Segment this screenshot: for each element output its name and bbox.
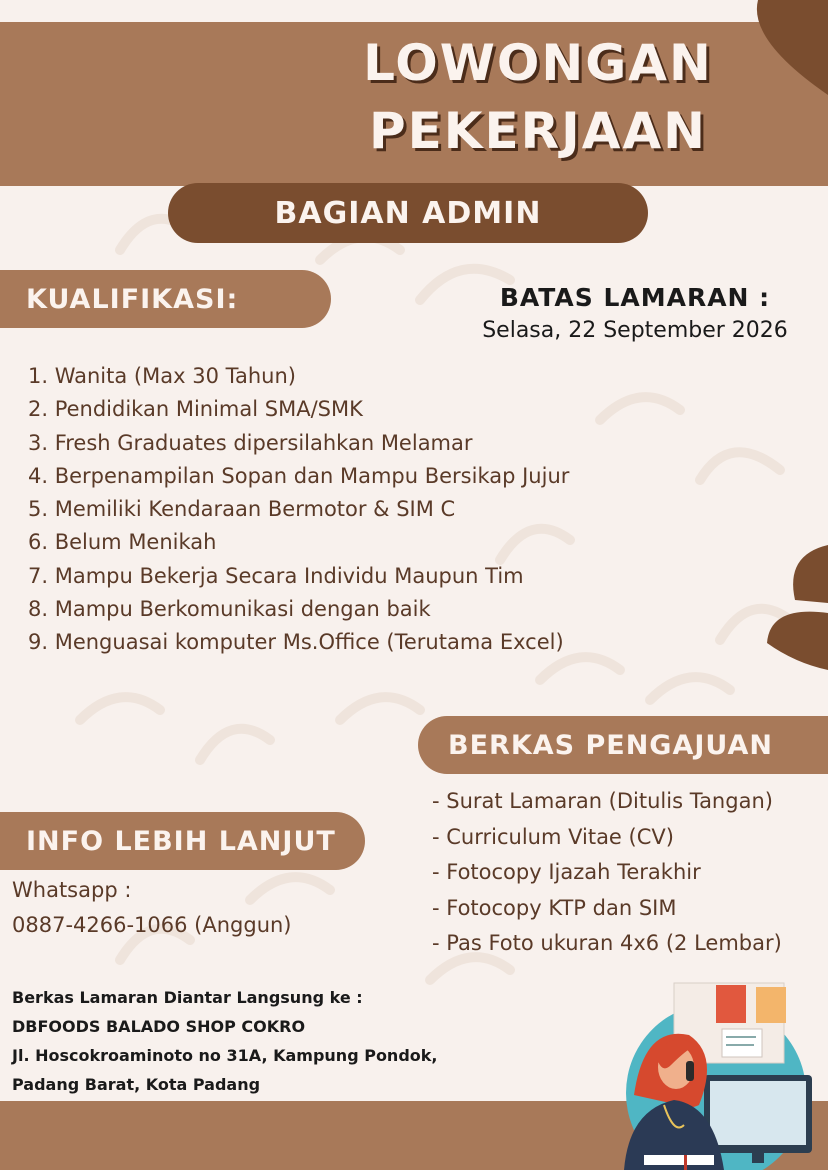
woman-on-phone-illustration [604, 975, 828, 1170]
list-item: - Fotocopy Ijazah Terakhir [432, 860, 701, 884]
whatsapp-label: Whatsapp : [12, 878, 132, 902]
whatsapp-number[interactable]: 0887-4266-1066 (Anggun) [12, 913, 292, 937]
list-item: 8. Mampu Berkomunikasi dengan baik [28, 597, 431, 622]
street-address: Jl. Hoscokroaminoto no 31A, Kampung Pondok, [12, 1046, 438, 1065]
info-heading: INFO LEBIH LANJUT [0, 812, 365, 870]
documents-heading: BERKAS PENGAJUAN [418, 716, 828, 774]
decorative-leaf-icon [748, 0, 828, 110]
list-item: 4. Berpenampilan Sopan dan Mampu Bersikap Jujur [28, 463, 570, 488]
list-item: - Fotocopy KTP dan SIM [432, 895, 677, 920]
city-address: Padang Barat, Kota Padang [12, 1075, 261, 1094]
list-item: 7. Mampu Bekerja Secara Individu Maupun Tim [28, 563, 524, 588]
list-item: 5. Memiliki Kendaraan Bermotor & SIM C [28, 497, 456, 522]
title-line-1: LOWONGAN [363, 34, 713, 92]
shop-name: DBFOODS BALADO SHOP COKRO [12, 1017, 306, 1036]
qualifications-heading: KUALIFIKASI: [0, 270, 331, 328]
list-item: - Surat Lamaran (Ditulis Tangan) [432, 789, 773, 813]
decorative-leaf-icon [765, 545, 828, 670]
qualifications-list [28, 360, 569, 660]
address-intro: Berkas Lamaran Diantar Langsung ke : [12, 988, 363, 1007]
list-item: 3. Fresh Graduates dipersilahkan Melamar [28, 430, 473, 455]
documents-list [432, 784, 782, 962]
list-item: - Curriculum Vitae (CV) [432, 824, 674, 849]
deadline-date: Selasa, 22 September 2026 [482, 318, 788, 343]
deadline-label: BATAS LAMARAN : [499, 283, 771, 312]
list-item: - Pas Foto ukuran 4x6 (2 Lembar) [432, 931, 782, 955]
delivery-address [12, 983, 437, 1099]
list-item: 9. Menguasai komputer Ms.Office (Terutama Excel) [28, 630, 564, 655]
title-line-2: PEKERJAAN [368, 102, 708, 160]
list-item: 2. Pendidikan Minimal SMA/SMK [28, 397, 363, 422]
list-item: 6. Belum Menikah [28, 530, 217, 555]
list-item: 1. Wanita (Max 30 Tahun) [28, 364, 296, 388]
position-banner: BAGIAN ADMIN [168, 183, 648, 243]
